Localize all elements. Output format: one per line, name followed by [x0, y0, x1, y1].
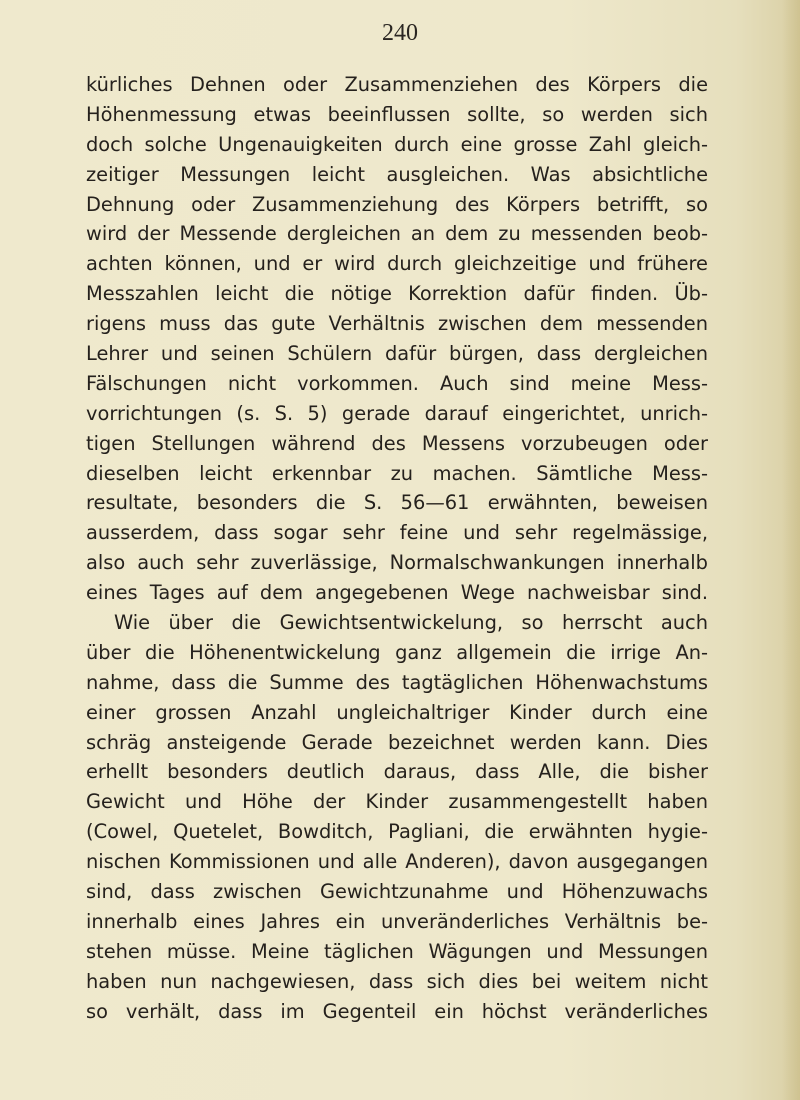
text-line: Fälschungen nicht vorkommen. Auch sind meine Mess- [86, 371, 708, 395]
text-line: (Cowel, Quetelet, Bowditch, Pagliani, die erwähnten hygie- [86, 820, 708, 844]
body-text [86, 70, 708, 1027]
text-line: schräg ansteigende Gerade bezeichnet werden kann. Dies [86, 730, 708, 754]
text-line: stehen müsse. Meine täglichen Wägungen und Messungen [86, 939, 708, 963]
text-line: Höhenmessung etwas beeinflussen sollte, so werden sich [86, 102, 708, 126]
text-line: also auch sehr zuverlässige, Normalschwankungen innerhalb [86, 551, 708, 575]
text-line: wird der Messende dergleichen an dem zu messenden beob- [86, 222, 708, 246]
text-line: so verhält, dass im Gegenteil ein höchst veränderliches [86, 999, 708, 1023]
text-line: Gewicht und Höhe der Kinder zusammengestellt haben [86, 790, 708, 814]
text-line: eines Tages auf dem angegebenen Wege nachweisbar sind. [86, 581, 708, 605]
text-line: Lehrer und seinen Schülern dafür bürgen, dass dergleichen [86, 342, 708, 366]
text-line: achten können, und er wird durch gleichzeitige und frühere [86, 252, 708, 276]
paragraph-start-line: Wie über die Gewichtsentwickelung, so herrscht auch [114, 611, 708, 635]
text-line: erhellt besonders deutlich daraus, dass Alle, die bisher [86, 760, 708, 784]
text-line: innerhalb eines Jahres ein unveränderliches Verhältnis be- [86, 909, 708, 933]
text-line: Messzahlen leicht die nötige Korrektion dafür finden. Üb- [86, 282, 708, 306]
text-line: vorrichtungen (s. S. 5) gerade darauf eingerichtet, unrich- [86, 401, 708, 425]
text-line: nahme, dass die Summe des tagtäglichen Höhenwachstums [86, 670, 708, 694]
text-line: sind, dass zwischen Gewichtzunahme und Höhenzuwachs [86, 880, 708, 904]
text-line: kürliches Dehnen oder Zusammenziehen des Körpers die [86, 73, 708, 96]
text-line: dieselben leicht erkennbar zu machen. Sämtliche Mess- [86, 461, 708, 485]
text-line: resultate, besonders die S. 56—61 erwähnten, beweisen [86, 491, 708, 515]
text-line: haben nun nachgewiesen, dass sich dies bei weitem nicht [86, 969, 708, 993]
page-number: 240 [382, 20, 418, 46]
text-line: rigens muss das gute Verhältnis zwischen dem messenden [86, 312, 708, 336]
text-line: doch solche Ungenauigkeiten durch eine grosse Zahl gleich- [86, 132, 708, 156]
text-line: nischen Kommissionen und alle Anderen), davon ausgegangen [86, 850, 708, 874]
text-line: einer grossen Anzahl ungleichaltriger Kinder durch eine [86, 700, 708, 724]
page-edge-shadow [782, 0, 800, 1100]
text-line: zeitiger Messungen leicht ausgleichen. Was absichtliche [86, 162, 708, 186]
text-line: Dehnung oder Zusammenziehung des Körpers betrifft, so [86, 192, 708, 216]
text-line: tigen Stellungen während des Messens vorzubeugen oder [86, 431, 708, 455]
text-line: über die Höhenentwickelung ganz allgemein die irrige An- [86, 640, 708, 664]
text-line: ausserdem, dass sogar sehr feine und sehr regelmässige, [86, 521, 708, 545]
